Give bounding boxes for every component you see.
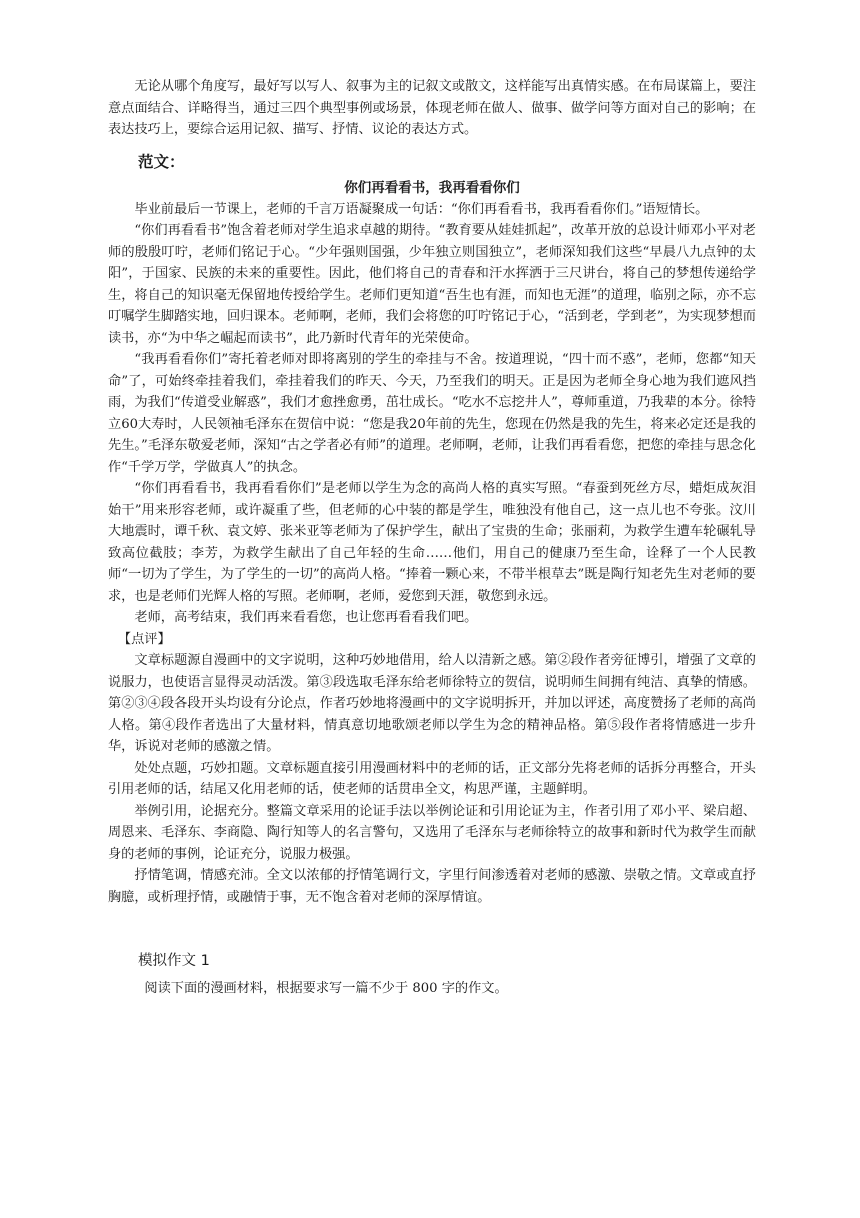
document-page [108,76,756,1000]
review-paragraph-4: 抒情笔调，情感充沛。全文以浓郁的抒情笔调行文，字里行间渗透着对老师的感激、崇敬之情。文章或直抒胸臆，或析理抒情，或融情于事，无不饱含着对老师的深厚情谊。 [108,868,756,905]
essay-paragraph-4: “你们再看看书，我再看看你们”是老师以学生为念的高尚人格的真实写照。“春蚕到死丝方尽，蜡炬成灰泪始干”用来形容老师，或许凝重了些，但老师的心中装的都是学生，唯独没有他自己，这一点儿也不夸张。汶川大地震时，谭千秋、袁文婷、张米亚等老师为了保护学生，献出了宝贵的生命；张丽莉，为救学生遭车轮碾轧导致高位截肢；李芳，为救学生献出了自己年轻的生命……他们，用自己的健康乃至生命，诠释了一个人民教师“一切为了学生，为了学生的一切”的高尚人格。“捧着一颗心来，不带半根草去”既是陶行知老先生对老师的要求，也是老师们光辉人格的写照。老师啊，老师，爱您到天涯，敬您到永远。 [108,481,756,604]
review-paragraph-1: 文章标题源自漫画中的文字说明，这种巧妙地借用，给人以清新之感。第②段作者旁征博引，增强了文章的说服力，也使语言显得灵动活泼。第③段选取毛泽东给老师徐特立的贺信，说明师生间拥有纯洁、真挚的情感。第②③④段各段开头均设有分论点，作者巧妙地将漫画中的文字说明拆开，并加以评述，高度赞扬了老师的高尚人格。第④段作者选出了大量材料，情真意切地歌颂老师以学生为念的精神品格。第⑤段作者将情感进一步升华，诉说对老师的感激之情。 [108,653,756,754]
essay-paragraph-3: “我再看看你们”寄托着老师对即将离别的学生的牵挂与不舍。按道理说，“四十而不惑”，老师，您都“知天命”了，可始终牵挂着我们，牵挂着我们的昨天、今天，乃至我们的明天。正是因为老师全身心地为我们遮风挡雨，为我们“传道受业解惑”，我们才愈挫愈勇，茁壮成长。“吃水不忘挖井人”，尊师重道，乃我辈的本分。徐特立60大寿时，人民领袖毛泽东在贺信中说：“您是我20年前的先生，您现在仍然是我的先生，将来必定还是我的先生。”毛泽东敬爱老师，深知“古之学者必有师”的道理。老师啊，老师，让我们再看看您，把您的牵挂与思念化作“千学万学，学做真人”的执念。 [108,352,756,475]
sample-essay-heading: 范文： [138,152,185,171]
mock-essay-title: 模拟作文 1 [138,953,210,969]
review-paragraph-2: 处处点题，巧妙扣题。文章标题直接引用漫画材料中的老师的话，正文部分先将老师的话拆分再整合，开头引用老师的话，结尾又化用老师的话，使老师的话贯串全文，构思严谨，主题鲜明。 [108,760,756,797]
intro-paragraph: 无论从哪个角度写，最好写以写人、叙事为主的记叙文或散文，这样能写出真情实感。在布局谋篇上，要注意点面结合、详略得当，通过三四个典型事例或场景，体现老师在做人、做事、做学问等方面对自己的影响；在表达技巧上，要综合运用记叙、描写、抒情、议论的表达方式。 [108,79,756,137]
essay-paragraph-2: “你们再看看书”饱含着老师对学生追求卓越的期待。“教育要从娃娃抓起”，改革开放的总设计师邓小平对老师的殷殷叮咛，老师们铭记于心。“少年强则国强，少年独立则国独立”，老师深知我们这些“早晨八九点钟的太阳”，于国家、民族的未来的重要性。因此，他们将自己的青春和汗水挥洒于三尺讲台，将自己的梦想传递给学生，将自己的知识毫无保留地传授给学生。老师们更知道“吾生也有涯，而知也无涯”的道理，临别之际，亦不忘叮嘱学生脚踏实地，回归课本。老师啊，老师，我们会将您的叮咛铭记于心，“活到老，学到老”，为实现梦想而读书，亦“为中华之崛起而读书”，此乃新时代青年的光荣使命。 [108,223,756,346]
essay-paragraph-5: 老师，高考结束，我们再来看看您，也让您再看看我们吧。 [134,610,478,625]
review-paragraph-3: 举例引用，论据充分。整篇文章采用的论证手法以举例论证和引用论证为主，作者引用了邓小平、梁启超、周恩来、毛泽东、李商隐、陶行知等人的名言警句，又选用了毛泽东与老师徐特立的故事和新时代为救学生而献身的老师的事例，论证充分，说服力极强。 [108,803,756,862]
essay-paragraph-1: 毕业前最后一节课上，老师的千言万语凝聚成一句话：“你们再看看书，我再看看你们。”语短情长。 [134,201,709,217]
essay-title: 你们再看看书，我再看看你们 [344,179,520,196]
mock-essay-prompt: 阅读下面的漫画材料，根据要求写一篇不少于 800 字的作文。 [144,981,508,996]
review-label: 【点评】 [117,631,171,647]
